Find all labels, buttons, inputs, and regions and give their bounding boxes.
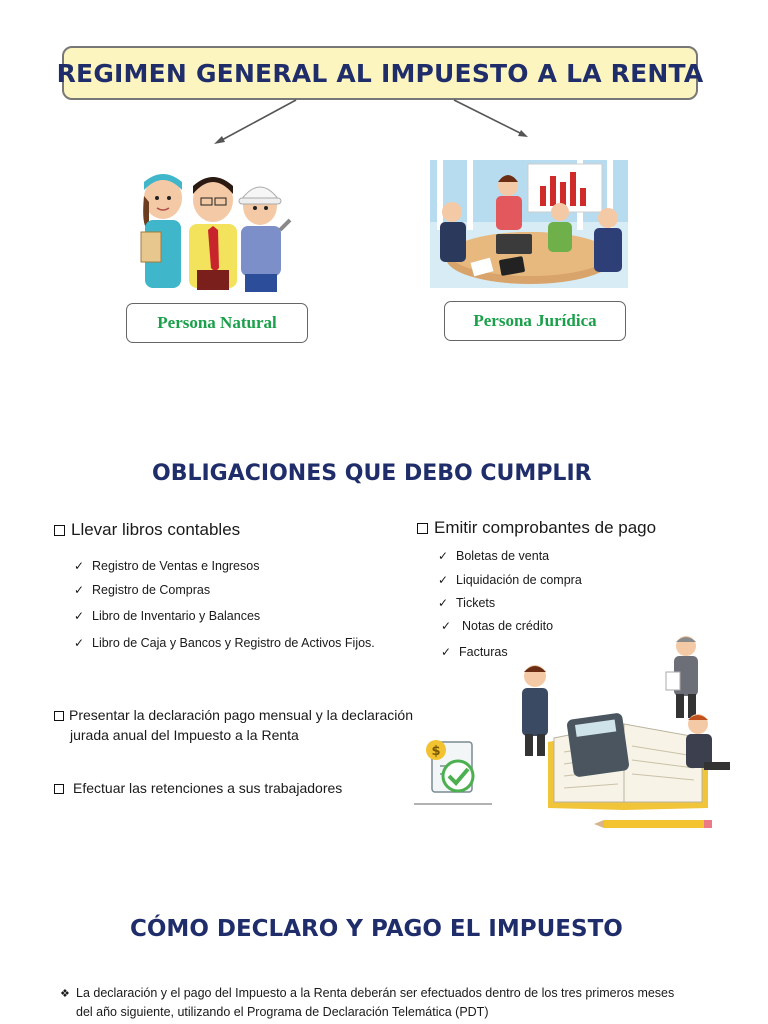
comprobantes-subitem: ✓ Boletas de venta xyxy=(438,549,550,563)
libros-subitem: ✓ Libro de Inventario y Balances xyxy=(74,609,261,623)
libros-subitem: ✓ Registro de Ventas e Ingresos xyxy=(74,559,260,573)
declaro-heading: CÓMO DECLARO Y PAGO EL IMPUESTO xyxy=(130,916,623,942)
professionals-illustration xyxy=(135,168,295,293)
comprobantes-label: Emitir comprobantes de pago xyxy=(434,518,657,537)
diamond-bullet-icon: ❖ xyxy=(60,988,70,1000)
libros-subitem: ✓ Registro de Compras xyxy=(74,583,211,597)
comprobantes-item xyxy=(417,518,656,538)
declaracion-item xyxy=(54,705,413,745)
persona-juridica-label: Persona Jurídica xyxy=(473,311,597,330)
comprobantes-subitem: ✓ Tickets xyxy=(438,596,496,610)
check-mark-icon: ✓ xyxy=(74,559,85,573)
check-mark-icon: ✓ xyxy=(441,645,452,659)
check-mark-icon: ✓ xyxy=(441,619,452,633)
check-mark-icon: ✓ xyxy=(438,549,449,563)
checkbox-icon xyxy=(54,784,64,794)
dollar-symbol: $ xyxy=(431,744,441,759)
declaracion-line2: jurada anual del Impuesto a la Renta xyxy=(70,727,299,743)
checkbox-icon xyxy=(54,711,64,721)
check-mark-icon: ✓ xyxy=(74,636,85,650)
page-title-text: REGIMEN GENERAL AL IMPUESTO A LA RENTA xyxy=(56,58,704,88)
declaro-paragraph xyxy=(60,984,760,1021)
check-mark-icon: ✓ xyxy=(438,596,449,610)
business-meeting-illustration xyxy=(430,160,628,288)
checkbox-icon xyxy=(417,523,428,534)
persona-natural-box xyxy=(126,303,308,343)
branch-arrows xyxy=(200,96,540,146)
checkbox-icon xyxy=(54,525,65,536)
declaracion-line1: Presentar la declaración pago mensual y la declaración xyxy=(69,707,413,723)
declaro-line2: del año siguiente, utilizando el Programa de Declaración Telemática (PDT) xyxy=(76,1005,489,1019)
libros-subitem: ✓ Libro de Caja y Bancos y Registro de Activos Fijos. xyxy=(74,636,375,650)
declaro-line1: La declaración y el pago del Impuesto a la Renta deberán ser efectuados dentro de los tres primeros meses xyxy=(76,986,675,1000)
invoice-check-icon xyxy=(412,736,494,808)
comprobantes-subitem: ✓ Facturas xyxy=(441,645,508,659)
comprobantes-subitem: ✓ Notas de crédito xyxy=(441,619,554,633)
libros-item xyxy=(54,520,240,540)
persona-natural-label: Persona Natural xyxy=(157,313,277,332)
persona-juridica-box xyxy=(444,301,626,341)
comprobantes-subitem: ✓ Liquidación de compra xyxy=(438,573,582,587)
check-mark-icon: ✓ xyxy=(438,573,449,587)
page-title xyxy=(56,46,704,100)
retenciones-item xyxy=(54,778,342,798)
libros-label: Llevar libros contables xyxy=(71,520,241,539)
check-mark-icon: ✓ xyxy=(74,583,85,597)
obligaciones-heading: OBLIGACIONES QUE DEBO CUMPLIR xyxy=(152,461,592,486)
retenciones-label: Efectuar las retenciones a sus trabajadores xyxy=(73,780,343,796)
check-mark-icon: ✓ xyxy=(74,609,85,623)
accountants-illustration xyxy=(508,632,740,832)
